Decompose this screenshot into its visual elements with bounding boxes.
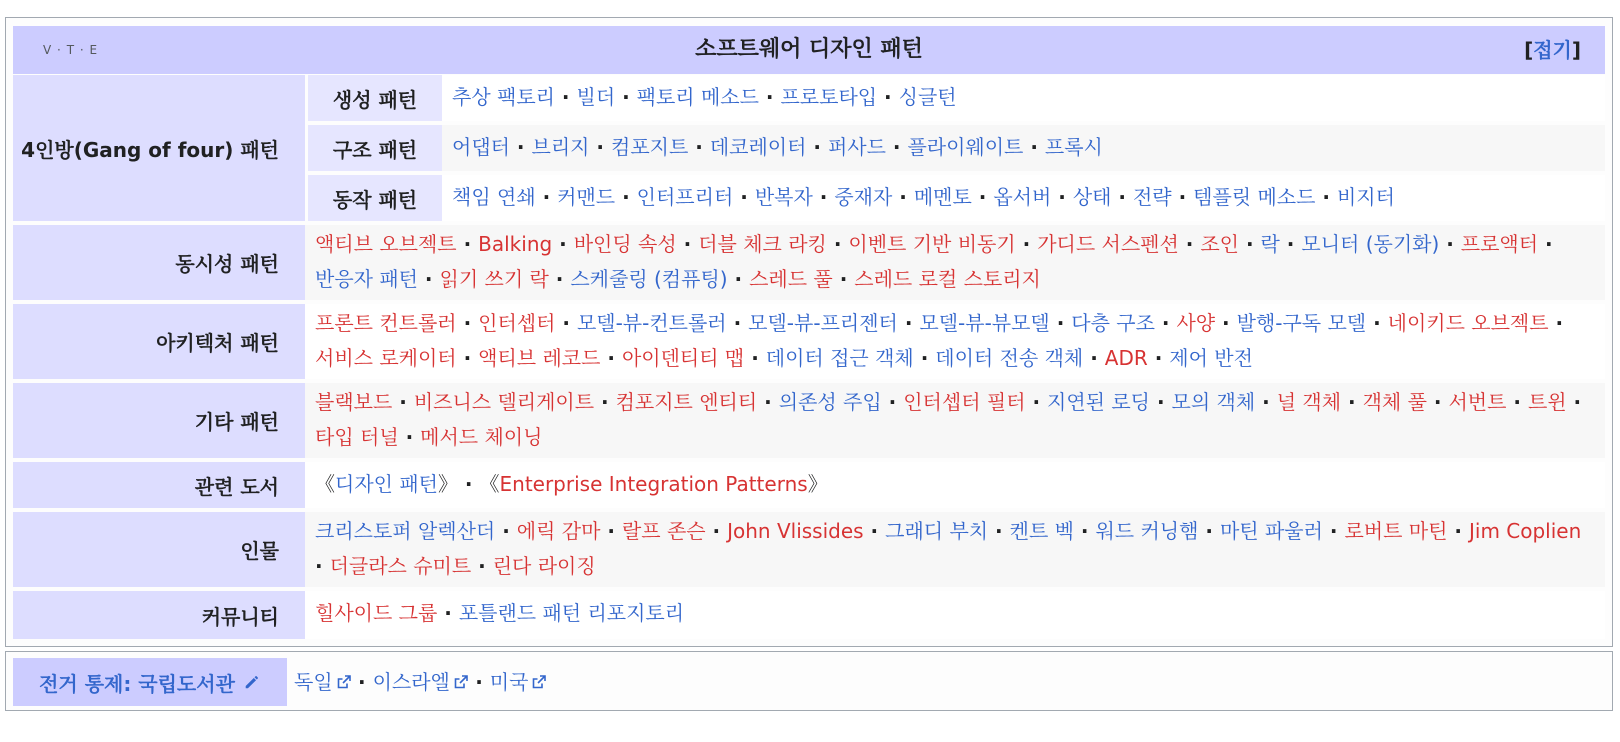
link-separator: · bbox=[913, 346, 936, 370]
navbox-link[interactable]: 프록시 bbox=[1044, 135, 1103, 159]
navbox-link[interactable]: 서번트 bbox=[1448, 390, 1507, 414]
navbox-link[interactable]: 퍼사드 bbox=[827, 135, 886, 159]
collapse-button[interactable]: 접기 bbox=[1533, 38, 1572, 62]
link-separator: · bbox=[806, 135, 828, 159]
link-separator: · bbox=[589, 135, 611, 159]
link-separator: · bbox=[1073, 519, 1096, 543]
link-separator: · bbox=[688, 135, 710, 159]
group-architecture bbox=[13, 304, 305, 379]
subgroup-label: 구조 패턴 bbox=[332, 137, 418, 162]
group-label: 4인방(Gang of four) 패턴 bbox=[21, 137, 279, 162]
subgroup-label: 동작 패턴 bbox=[332, 187, 418, 212]
link-separator: · bbox=[812, 185, 835, 209]
authority-links bbox=[294, 658, 547, 706]
navbox-link[interactable]: 팩토리 메소드 bbox=[636, 85, 759, 109]
group-other bbox=[13, 383, 305, 458]
navbox-link[interactable]: 크리스토퍼 알렉산더 bbox=[315, 519, 496, 543]
navbox bbox=[5, 17, 1613, 647]
navbox-link[interactable]: 포틀랜드 패턴 리포지토리 bbox=[458, 601, 685, 625]
navbox-link[interactable]: 널 객체 bbox=[1276, 390, 1342, 414]
navbox-link[interactable]: 데이터 전송 객체 bbox=[935, 346, 1084, 370]
links-structural bbox=[442, 125, 1605, 171]
link-separator: · bbox=[971, 185, 994, 209]
navbox-link[interactable]: 켄트 벡 bbox=[1009, 519, 1074, 543]
link-separator: · bbox=[1255, 390, 1277, 414]
navbox-link[interactable]: 바인딩 속성 bbox=[573, 232, 677, 256]
navbox-link[interactable]: 컴포지트 엔티티 bbox=[615, 390, 758, 414]
navbox-link[interactable]: 스레드 풀 bbox=[749, 267, 833, 291]
title-bracket-close: 》 bbox=[437, 472, 458, 496]
group-label: 인물 bbox=[240, 539, 279, 563]
navbox-link[interactable]: 그래디 부치 bbox=[885, 519, 989, 543]
link-separator: · bbox=[1439, 232, 1461, 256]
navbox-link[interactable]: 에릭 감마 bbox=[516, 519, 601, 543]
link-separator: · bbox=[1538, 232, 1553, 256]
link-separator: · bbox=[1154, 311, 1177, 335]
link-separator: · bbox=[881, 390, 904, 414]
title-bracket-close: 》 bbox=[807, 472, 828, 496]
subgroup-creational bbox=[308, 75, 442, 121]
navbox-link[interactable]: John Vlissides bbox=[727, 519, 864, 543]
navbox-link[interactable]: 아이덴티티 맵 bbox=[621, 346, 745, 370]
link-separator: · bbox=[1051, 185, 1073, 209]
link-separator: · bbox=[475, 670, 490, 694]
navbox-link[interactable]: 랄프 존슨 bbox=[621, 519, 706, 543]
vte-talk-link[interactable]: T bbox=[66, 43, 76, 57]
navbox-link[interactable]: 옵서버 bbox=[993, 185, 1052, 209]
link-separator: · bbox=[594, 390, 616, 414]
link-separator: · bbox=[733, 185, 755, 209]
link-separator: · bbox=[726, 311, 749, 335]
navbox-link[interactable]: 스케줄링 (컴퓨팅) bbox=[570, 267, 728, 291]
link-separator: · bbox=[1315, 185, 1337, 209]
link-separator: · bbox=[456, 311, 479, 335]
navbox-link[interactable]: 액티브 오브젝트 bbox=[315, 232, 457, 256]
authority-link-germany[interactable]: 독일 bbox=[294, 670, 352, 694]
link-separator: · bbox=[615, 85, 637, 109]
links-architecture bbox=[305, 304, 1605, 379]
navbox-link[interactable]: 상태 bbox=[1072, 185, 1112, 209]
navbox-link[interactable]: 서비스 로케이터 bbox=[315, 346, 457, 370]
authority-link-israel[interactable]: 이스라엘 bbox=[373, 670, 469, 694]
link-separator: · bbox=[988, 519, 1010, 543]
authority-group[interactable] bbox=[13, 658, 287, 706]
navbox-link[interactable]: 더글라스 슈미트 bbox=[329, 554, 472, 578]
authority-label[interactable]: 전거 통제: 국립도서관 bbox=[39, 671, 235, 696]
vte-view-link[interactable]: V bbox=[43, 43, 53, 57]
navbox-link[interactable]: 비지터 bbox=[1336, 185, 1395, 209]
navbox-link[interactable]: 블랙보드 bbox=[315, 390, 393, 414]
link-separator: · bbox=[457, 472, 480, 496]
link-separator: · bbox=[1215, 311, 1237, 335]
navbox-link[interactable]: 로버트 마틴 bbox=[1344, 519, 1448, 543]
navbox-link[interactable]: 프론트 컨트롤러 bbox=[315, 311, 457, 335]
navbox-link[interactable]: 발행-구독 모델 bbox=[1236, 311, 1367, 335]
navbox-link[interactable]: 제어 반전 bbox=[1169, 346, 1253, 370]
subgroup-structural bbox=[308, 125, 442, 171]
navbox-link[interactable]: 모의 객체 bbox=[1171, 390, 1256, 414]
link-separator: · bbox=[471, 554, 493, 578]
link-separator: · bbox=[727, 267, 750, 291]
link-separator: · bbox=[1322, 519, 1345, 543]
navbox-link[interactable]: 플라이웨이트 bbox=[907, 135, 1024, 159]
link-separator: · bbox=[1238, 232, 1261, 256]
link-separator: · bbox=[437, 601, 459, 625]
link-separator: · bbox=[1025, 390, 1048, 414]
navbox-link[interactable]: Enterprise Integration Patterns bbox=[499, 472, 808, 496]
link-separator: · bbox=[1171, 185, 1194, 209]
navbox-link[interactable]: 워드 커닝햄 bbox=[1095, 519, 1199, 543]
navbox-link[interactable]: 마틴 파울러 bbox=[1219, 519, 1323, 543]
link-separator: · bbox=[826, 232, 849, 256]
link-separator: · bbox=[398, 425, 421, 449]
navbox-link[interactable]: 전략 bbox=[1132, 185, 1172, 209]
link-separator: · bbox=[1279, 232, 1302, 256]
navbox-link[interactable]: 다층 구조 bbox=[1071, 311, 1155, 335]
link-separator: · bbox=[600, 346, 622, 370]
external-link-icon bbox=[531, 674, 547, 690]
navbox-link[interactable]: 데이터 접근 객체 bbox=[765, 346, 914, 370]
link-separator: · bbox=[705, 519, 728, 543]
link-separator: · bbox=[600, 519, 622, 543]
link-separator: · bbox=[358, 670, 373, 694]
navbox-link[interactable]: 네이키드 오브젝트 bbox=[1387, 311, 1549, 335]
navbox-link[interactable]: 책임 연쇄 bbox=[452, 185, 536, 209]
link-separator: · bbox=[676, 232, 699, 256]
vte-edit-link[interactable]: E bbox=[89, 43, 99, 57]
navbox-link[interactable]: 더블 체크 라킹 bbox=[698, 232, 827, 256]
link-separator: · bbox=[1150, 390, 1172, 414]
group-people bbox=[13, 512, 305, 587]
navbox-link[interactable]: 모델-뷰-뷰모델 bbox=[919, 311, 1050, 335]
link-separator: · bbox=[509, 135, 532, 159]
navbox-link[interactable]: 중재자 bbox=[834, 185, 893, 209]
subgroup-behavioral bbox=[308, 175, 442, 221]
links-books bbox=[305, 462, 1605, 508]
navbox-titlebar bbox=[13, 26, 1605, 74]
link-separator: · bbox=[1178, 232, 1201, 256]
link-separator: · bbox=[1015, 232, 1038, 256]
link-separator: · bbox=[892, 185, 914, 209]
links-other bbox=[305, 383, 1605, 458]
link-separator: · bbox=[555, 311, 577, 335]
navbox-link[interactable]: 컴포지트 bbox=[611, 135, 689, 159]
navbox-link[interactable]: 지연된 로딩 bbox=[1047, 390, 1151, 414]
navbox-link[interactable]: 린다 라이징 bbox=[492, 554, 596, 578]
link-separator: · bbox=[1147, 346, 1170, 370]
authority-control bbox=[5, 651, 1613, 711]
navbox-link[interactable]: 반응자 패턴 bbox=[315, 267, 418, 291]
link-separator: · bbox=[456, 346, 479, 370]
external-link-icon bbox=[453, 674, 469, 690]
pencil-icon[interactable] bbox=[243, 673, 261, 691]
title-bracket-open: 《 bbox=[315, 472, 335, 496]
title-bracket-open: 《 bbox=[479, 472, 500, 496]
link-separator: · bbox=[1566, 390, 1582, 414]
navbox-link[interactable]: 반복자 bbox=[754, 185, 813, 209]
link-separator: · bbox=[392, 390, 414, 414]
navbox-title: 소프트웨어 디자인 패턴 bbox=[695, 37, 923, 62]
navbox-link[interactable]: 싱글턴 bbox=[898, 85, 957, 109]
link-separator: · bbox=[1447, 519, 1469, 543]
navbox-link[interactable]: 비즈니스 델리게이트 bbox=[413, 390, 595, 414]
link-separator: · bbox=[1506, 390, 1528, 414]
vte-separator: · bbox=[57, 43, 62, 57]
link-separator: · bbox=[615, 185, 637, 209]
navbox-link[interactable]: 가디드 서스펜션 bbox=[1037, 232, 1179, 256]
group-label: 기타 패턴 bbox=[194, 410, 279, 434]
navbox-link[interactable]: ADR bbox=[1104, 346, 1148, 370]
navbox-link[interactable]: Jim Coplien bbox=[1468, 519, 1582, 543]
links-concurrency bbox=[305, 225, 1605, 300]
link-separator: · bbox=[758, 85, 781, 109]
navbox-link[interactable]: 힐사이드 그룹 bbox=[315, 601, 438, 625]
group-gof bbox=[13, 75, 305, 221]
link-separator: · bbox=[885, 135, 908, 159]
links-behavioral bbox=[442, 175, 1605, 221]
navbox-link[interactable]: 객체 풀 bbox=[1362, 390, 1427, 414]
link-separator: · bbox=[1111, 185, 1133, 209]
link-separator: · bbox=[548, 267, 571, 291]
navbox-link[interactable]: 조인 bbox=[1200, 232, 1239, 256]
navbox-link[interactable]: 타입 터널 bbox=[315, 425, 399, 449]
link-separator: · bbox=[1023, 135, 1045, 159]
navbox-link[interactable]: 추상 팩토리 bbox=[452, 85, 555, 109]
navbox-link[interactable]: 브리지 bbox=[531, 135, 590, 159]
navbox-link[interactable]: 메서드 체이닝 bbox=[420, 425, 543, 449]
links-creational bbox=[442, 75, 1605, 121]
navbox-link[interactable]: Balking bbox=[478, 232, 553, 256]
group-concurrency bbox=[13, 225, 305, 300]
navbox-link[interactable]: 프로토타입 bbox=[780, 85, 878, 109]
navbox-link[interactable]: 커맨드 bbox=[557, 185, 616, 209]
link-separator: · bbox=[897, 311, 920, 335]
link-separator: · bbox=[744, 346, 766, 370]
group-label: 커뮤니티 bbox=[201, 604, 279, 629]
navbox-link[interactable]: 인터셉터 bbox=[478, 311, 556, 335]
link-separator: · bbox=[456, 232, 479, 256]
external-link-icon bbox=[336, 674, 352, 690]
link-separator: · bbox=[315, 554, 330, 578]
navbox-link[interactable]: 템플릿 메소드 bbox=[1193, 185, 1316, 209]
group-label: 동시성 패턴 bbox=[175, 252, 279, 276]
navbox-link[interactable]: 의존성 주입 bbox=[778, 390, 882, 414]
navbox-link[interactable]: 모델-뷰-프리젠터 bbox=[748, 311, 898, 335]
navbox-link[interactable]: 인터셉터 필터 bbox=[903, 390, 1026, 414]
link-separator: · bbox=[1341, 390, 1363, 414]
navbox-link[interactable]: 액티브 레코드 bbox=[478, 346, 601, 370]
navbox-link[interactable]: 트윈 bbox=[1527, 390, 1567, 414]
link-separator: · bbox=[554, 85, 577, 109]
link-separator: · bbox=[863, 519, 886, 543]
navbox-link[interactable]: 인터프리터 bbox=[636, 185, 734, 209]
link-separator: · bbox=[1366, 311, 1388, 335]
links-community bbox=[305, 591, 1605, 639]
link-separator: · bbox=[552, 232, 574, 256]
navbox-link[interactable]: 데코레이터 bbox=[709, 135, 807, 159]
navbox-link[interactable]: 사양 bbox=[1176, 311, 1216, 335]
group-label: 관련 도서 bbox=[194, 474, 279, 499]
authority-link-usa[interactable]: 미국 bbox=[490, 670, 548, 694]
link-separator: · bbox=[535, 185, 558, 209]
subgroup-label: 생성 패턴 bbox=[332, 87, 418, 112]
link-separator: · bbox=[757, 390, 779, 414]
navbox-link[interactable]: 모니터 (동기화) bbox=[1301, 232, 1440, 256]
link-separator: · bbox=[1083, 346, 1105, 370]
link-separator: · bbox=[1049, 311, 1072, 335]
link-separator: · bbox=[1548, 311, 1564, 335]
links-people bbox=[305, 512, 1605, 587]
link-separator: · bbox=[1198, 519, 1220, 543]
navbox-link[interactable]: 읽기 쓰기 락 bbox=[439, 267, 549, 291]
group-books bbox=[13, 462, 305, 508]
vte-separator: · bbox=[79, 43, 85, 57]
navbox-link[interactable]: 프로액터 bbox=[1460, 232, 1539, 256]
navbox-link[interactable]: 어댑터 bbox=[452, 135, 510, 159]
navbox-link[interactable]: 디자인 패턴 bbox=[335, 472, 438, 496]
collapse-toggle: [접기] bbox=[1524, 38, 1581, 62]
navbox-link[interactable]: 모델-뷰-컨트롤러 bbox=[576, 311, 727, 335]
link-separator: · bbox=[1426, 390, 1449, 414]
group-label: 아키텍처 패턴 bbox=[156, 331, 279, 355]
group-community bbox=[13, 591, 305, 639]
link-separator: · bbox=[417, 267, 440, 291]
link-separator: · bbox=[495, 519, 517, 543]
navbox-link[interactable]: 빌더 bbox=[576, 85, 616, 109]
navbox-link[interactable]: 스레드 로컬 스토리지 bbox=[854, 267, 1041, 291]
navbox-link[interactable]: 이벤트 기반 비동기 bbox=[848, 232, 1016, 256]
navbox-link[interactable]: 메멘토 bbox=[913, 185, 972, 209]
link-separator: · bbox=[877, 85, 899, 109]
navbox-link[interactable]: 락 bbox=[1260, 232, 1280, 256]
link-separator: · bbox=[832, 267, 855, 291]
